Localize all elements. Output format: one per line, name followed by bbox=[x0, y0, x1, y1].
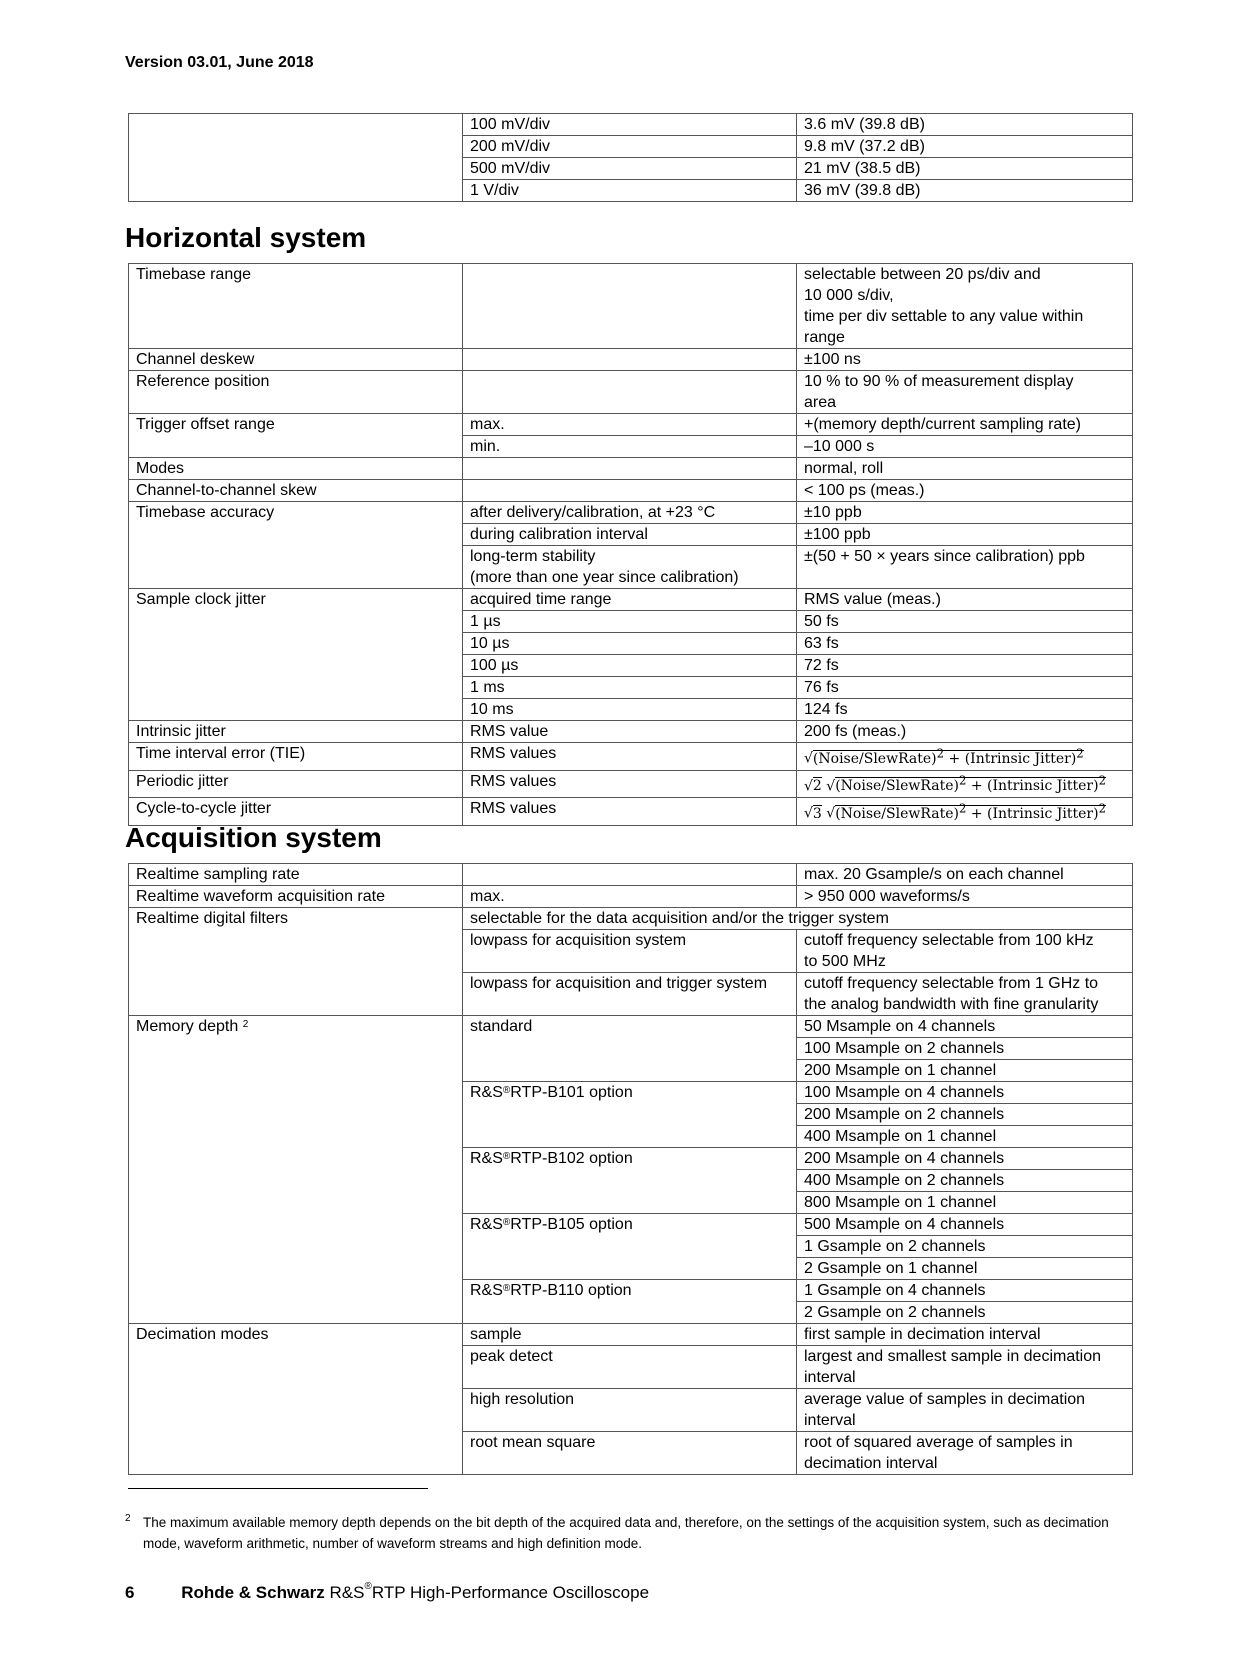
condition-cell: R&S®RTP-B101 option bbox=[463, 1082, 797, 1148]
setting-cell: 200 mV/div bbox=[463, 136, 797, 158]
horizontal-system-table bbox=[128, 263, 1133, 826]
empty-cell bbox=[463, 264, 797, 349]
value-cell: 72 fs bbox=[797, 655, 1133, 677]
value-cell: 50 fs bbox=[797, 611, 1133, 633]
value-cell: +(memory depth/current sampling rate) bbox=[797, 414, 1133, 436]
value-cell: > 950 000 waveforms/s bbox=[797, 886, 1133, 908]
condition-cell: lowpass for acquisition and trigger system bbox=[463, 973, 797, 1016]
setting-cell: 500 mV/div bbox=[463, 158, 797, 180]
label-cell: Channel deskew bbox=[129, 349, 463, 371]
condition-cell: 10 µs bbox=[463, 633, 797, 655]
value-cell: selectable between 20 ps/div and 10 000 s/div, time per div settable to any value within range bbox=[797, 264, 1133, 349]
condition-cell: acquired time range bbox=[463, 589, 797, 611]
label-cell: Trigger offset range bbox=[129, 414, 463, 458]
value-cell: 63 fs bbox=[797, 633, 1133, 655]
value-cell: 400 Msample on 1 channel bbox=[797, 1126, 1133, 1148]
condition-cell: RMS values bbox=[463, 798, 797, 826]
table-row bbox=[129, 721, 1133, 743]
condition-cell: 1 µs bbox=[463, 611, 797, 633]
condition-cell: high resolution bbox=[463, 1389, 797, 1432]
value-cell: 124 fs bbox=[797, 699, 1133, 721]
value-cell: RMS value (meas.) bbox=[797, 589, 1133, 611]
product-name: R&S®RTP High-Performance Oscilloscope bbox=[329, 1581, 650, 1602]
cycle-jitter-formula: √3 √(Noise/SlewRate)$^2$ + (Intrinsic Jitter)$^2$ bbox=[797, 798, 1133, 826]
condition-cell: lowpass for acquisition system bbox=[463, 930, 797, 973]
value-cell: 1 Gsample on 2 channels bbox=[797, 1236, 1133, 1258]
condition-cell: max. bbox=[463, 414, 797, 436]
condition-cell: root mean square bbox=[463, 1432, 797, 1475]
horizontal-system-heading: Horizontal system bbox=[125, 222, 367, 253]
page-number: 6 bbox=[125, 1583, 135, 1602]
condition-cell: min. bbox=[463, 436, 797, 458]
table-row bbox=[129, 349, 1133, 371]
span-cell: selectable for the data acquisition and/or the trigger system bbox=[463, 908, 1133, 930]
value-cell: 2 Gsample on 1 channel bbox=[797, 1258, 1133, 1280]
value-cell: largest and smallest sample in decimation interval bbox=[797, 1346, 1133, 1389]
empty-cell bbox=[463, 458, 797, 480]
empty-cell bbox=[463, 480, 797, 502]
table-row bbox=[129, 264, 1133, 349]
acquisition-system-table bbox=[128, 863, 1133, 1475]
table-row bbox=[129, 864, 1133, 886]
footnote bbox=[125, 1512, 1125, 1554]
table-row bbox=[129, 480, 1133, 502]
value-cell: 100 Msample on 2 channels bbox=[797, 1038, 1133, 1060]
value-cell: 400 Msample on 2 channels bbox=[797, 1170, 1133, 1192]
footnote-text: The maximum available memory depth depends on the bit depth of the acquired data and, therefore, on the settings of the acquisition system, such as decimation mode, waveform arithmetic, number of waveform streams and high definition mode. bbox=[143, 1515, 1109, 1551]
condition-cell: standard bbox=[463, 1016, 797, 1082]
page-footer bbox=[125, 1583, 649, 1603]
label-cell: Time interval error (TIE) bbox=[129, 743, 463, 771]
setting-cell: 1 V/div bbox=[463, 180, 797, 202]
table-row bbox=[129, 371, 1133, 414]
condition-cell: R&S®RTP-B110 option bbox=[463, 1280, 797, 1324]
table-row bbox=[129, 908, 1133, 930]
condition-cell: RMS value bbox=[463, 721, 797, 743]
value-cell: average value of samples in decimation interval bbox=[797, 1389, 1133, 1432]
value-cell: 500 Msample on 4 channels bbox=[797, 1214, 1133, 1236]
value-cell: 21 mV (38.5 dB) bbox=[797, 158, 1133, 180]
condition-cell: peak detect bbox=[463, 1346, 797, 1389]
label-cell: Realtime sampling rate bbox=[129, 864, 463, 886]
value-cell: 36 mV (39.8 dB) bbox=[797, 180, 1133, 202]
value-cell: 2 Gsample on 2 channels bbox=[797, 1302, 1133, 1324]
brand-name: Rohde & Schwarz bbox=[181, 1583, 325, 1602]
condition-cell: after delivery/calibration, at +23 °C bbox=[463, 502, 797, 524]
value-cell: ±100 ns bbox=[797, 349, 1133, 371]
empty-cell bbox=[463, 864, 797, 886]
label-cell: Cycle-to-cycle jitter bbox=[129, 798, 463, 826]
value-cell: cutoff frequency selectable from 100 kHz to 500 MHz bbox=[797, 930, 1133, 973]
table-row bbox=[129, 589, 1133, 611]
label-cell: Decimation modes bbox=[129, 1324, 463, 1475]
value-cell: 3.6 mV (39.8 dB) bbox=[797, 114, 1133, 136]
value-cell: 200 Msample on 1 channel bbox=[797, 1060, 1133, 1082]
condition-cell: 10 ms bbox=[463, 699, 797, 721]
value-cell: –10 000 s bbox=[797, 436, 1133, 458]
value-cell: 9.8 mV (37.2 dB) bbox=[797, 136, 1133, 158]
label-cell: Sample clock jitter bbox=[129, 589, 463, 721]
input-noise-table bbox=[128, 113, 1133, 202]
tie-formula: √(Noise/SlewRate)$^2$ + (Intrinsic Jitter)$^2$ bbox=[797, 743, 1133, 771]
value-cell: < 100 ps (meas.) bbox=[797, 480, 1133, 502]
condition-cell: 1 ms bbox=[463, 677, 797, 699]
footnote-number: 2 bbox=[125, 1513, 131, 1524]
value-cell: 50 Msample on 4 channels bbox=[797, 1016, 1133, 1038]
condition-cell: during calibration interval bbox=[463, 524, 797, 546]
value-cell: root of squared average of samples in decimation interval bbox=[797, 1432, 1133, 1475]
table-row bbox=[129, 1324, 1133, 1346]
footnote-divider bbox=[128, 1488, 428, 1489]
label-cell: Modes bbox=[129, 458, 463, 480]
value-cell: ±10 ppb bbox=[797, 502, 1133, 524]
condition-cell: R&S®RTP-B105 option bbox=[463, 1214, 797, 1280]
table-row bbox=[129, 770, 1133, 798]
table-row bbox=[129, 414, 1133, 436]
label-cell: Periodic jitter bbox=[129, 770, 463, 798]
value-cell: cutoff frequency selectable from 1 GHz to the analog bandwidth with fine granularity bbox=[797, 973, 1133, 1016]
label-cell: Realtime digital filters bbox=[129, 908, 463, 1016]
value-cell: ±100 ppb bbox=[797, 524, 1133, 546]
table-row bbox=[129, 743, 1133, 771]
value-cell: 800 Msample on 1 channel bbox=[797, 1192, 1133, 1214]
table-row bbox=[129, 114, 1133, 136]
condition-cell: RMS values bbox=[463, 743, 797, 771]
value-cell: 76 fs bbox=[797, 677, 1133, 699]
acquisition-system-heading: Acquisition system bbox=[125, 822, 382, 853]
periodic-jitter-formula: √2 √(Noise/SlewRate)$^2$ + (Intrinsic Jitter)$^2$ bbox=[797, 770, 1133, 798]
value-cell: 200 Msample on 4 channels bbox=[797, 1148, 1133, 1170]
condition-cell: sample bbox=[463, 1324, 797, 1346]
condition-cell: max. bbox=[463, 886, 797, 908]
value-cell: max. 20 Gsample/s on each channel bbox=[797, 864, 1133, 886]
label-cell: Memory depth $^2$ bbox=[129, 1016, 463, 1324]
value-cell: normal, roll bbox=[797, 458, 1133, 480]
label-cell: Realtime waveform acquisition rate bbox=[129, 886, 463, 908]
condition-cell: RMS values bbox=[463, 770, 797, 798]
value-cell: ±(50 + 50 × years since calibration) ppb bbox=[797, 546, 1133, 589]
value-cell: 200 Msample on 2 channels bbox=[797, 1104, 1133, 1126]
label-cell: Reference position bbox=[129, 371, 463, 414]
table-row bbox=[129, 502, 1133, 524]
empty-cell bbox=[463, 349, 797, 371]
condition-cell: R&S®RTP-B102 option bbox=[463, 1148, 797, 1214]
label-cell: Intrinsic jitter bbox=[129, 721, 463, 743]
table-row bbox=[129, 886, 1133, 908]
condition-cell: 100 µs bbox=[463, 655, 797, 677]
label-cell: Timebase range bbox=[129, 264, 463, 349]
label-cell: Channel-to-channel skew bbox=[129, 480, 463, 502]
empty-cell bbox=[463, 371, 797, 414]
value-cell: 10 % to 90 % of measurement display area bbox=[797, 371, 1133, 414]
value-cell: first sample in decimation interval bbox=[797, 1324, 1133, 1346]
value-cell: 200 fs (meas.) bbox=[797, 721, 1133, 743]
version-header: Version 03.01, June 2018 bbox=[125, 54, 314, 71]
setting-cell: 100 mV/div bbox=[463, 114, 797, 136]
empty-cell bbox=[129, 114, 463, 202]
table-row bbox=[129, 458, 1133, 480]
value-cell: 1 Gsample on 4 channels bbox=[797, 1280, 1133, 1302]
condition-cell: long-term stability (more than one year since calibration) bbox=[463, 546, 797, 589]
table-row bbox=[129, 1016, 1133, 1038]
value-cell: 100 Msample on 4 channels bbox=[797, 1082, 1133, 1104]
label-cell: Timebase accuracy bbox=[129, 502, 463, 589]
